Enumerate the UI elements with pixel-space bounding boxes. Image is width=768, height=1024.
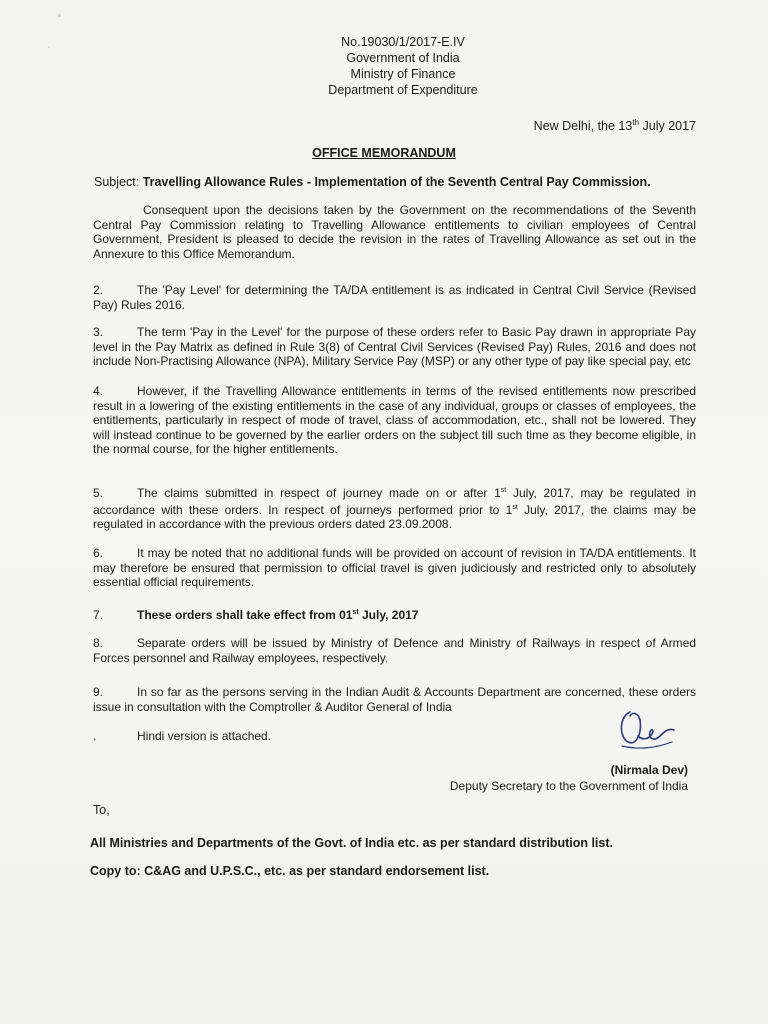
paragraph-9: 9. In so far as the persons serving in the Indian Audit & Accounts Department are concerned, these orders issue in consultation with the Comptroller & Auditor General of India	[93, 685, 696, 714]
memo-number: No.19030/1/2017-E.IV	[341, 35, 465, 49]
subject-label: Subject:	[94, 175, 143, 189]
paragraph-6: 6. It may be noted that no additional funds will be provided on account of revision in TA/DA entitlements. It may therefore be ensured that permission to official travel is given judiciously and restricted only to absolutely essential official requirements.	[93, 546, 696, 589]
signatory-designation: Deputy Secretary to the Government of India	[449, 779, 688, 793]
paragraph-5: 5. The claims submitted in respect of journey made on or after 1st July, 2017, may be regulated in accordance with these orders. In respect of journeys performed prior to 1st July, 2017, the claims may be regulated in accordance with the previous orders dated 23.09.2008.	[93, 486, 697, 531]
paragraph-7: 7. These orders shall take effect from 01st July, 2017	[93, 608, 419, 622]
distribution-line: All Ministries and Departments of the Govt. of India etc. as per standard distribution list.	[90, 836, 613, 850]
paragraph-8: 8. Separate orders will be issued by Ministry of Defence and Ministry of Railways in respect of Armed Forces personnel and Railway employees, respectively.	[93, 636, 696, 665]
scan-speck	[58, 14, 61, 17]
government-line: Government of India	[346, 51, 460, 65]
department-line: Department of Expenditure	[328, 83, 478, 97]
paragraph-2: 2. The 'Pay Level' for determining the TA/DA entitlement is as indicated in Central Civil Service (Revised Pay) Rules 2016.	[93, 283, 696, 312]
issue-date: New Delhi, the 13th July 2017	[533, 118, 696, 134]
signature-mark	[612, 706, 682, 752]
paragraph-10: . Hindi version is attached.	[93, 729, 272, 743]
subject-line	[94, 175, 704, 189]
signatory-name: (Nirmala Dev)	[610, 763, 688, 777]
to-label: To,	[93, 803, 110, 817]
document-header	[0, 34, 768, 98]
paragraph-3: 3. The term 'Pay in the Level' for the purpose of these orders refer to Basic Pay drawn in appropriate Pay level in the Pay Matrix as defined in Rule 3(8) of Central Civil Services (Revised Pay) Rules, 2016 and does not include Non-Practising Allowance (NPA), Military Service Pay (MSP) or any other type of pay like special pay, etc	[93, 325, 696, 368]
ministry-line: Ministry of Finance	[350, 67, 456, 81]
memo-title: OFFICE MEMORANDUM	[312, 146, 456, 160]
paragraph-4: 4. However, if the Travelling Allowance entitlements in terms of the revised entitlements now prescribed result in a lowering of the existing entitlements in the case of any individual, groups or classes of employees, the entitlements, particularly in respect of mode of travel, class of accommodation, etc., shall not be lowered. They will instead continue to be governed by the earlier orders on the subject till such time as they become eligible, in the normal course, for the higher entitlements.	[93, 384, 696, 456]
copy-to-line: Copy to: C&AG and U.P.S.C., etc. as per standard endorsement list.	[90, 864, 490, 878]
subject-text: Travelling Allowance Rules - Implementation of the Seventh Central Pay Commission.	[142, 175, 651, 189]
paragraph-1: Consequent upon the decisions taken by the Government on the recommendations of the Seventh Central Pay Commission relating to Travelling Allowance entitlements to civilian employees of Central Government, President is pleased to decide the revision in the rates of Travelling Allowance as set out in the Annexure to this Office Memorandum.	[93, 203, 696, 261]
